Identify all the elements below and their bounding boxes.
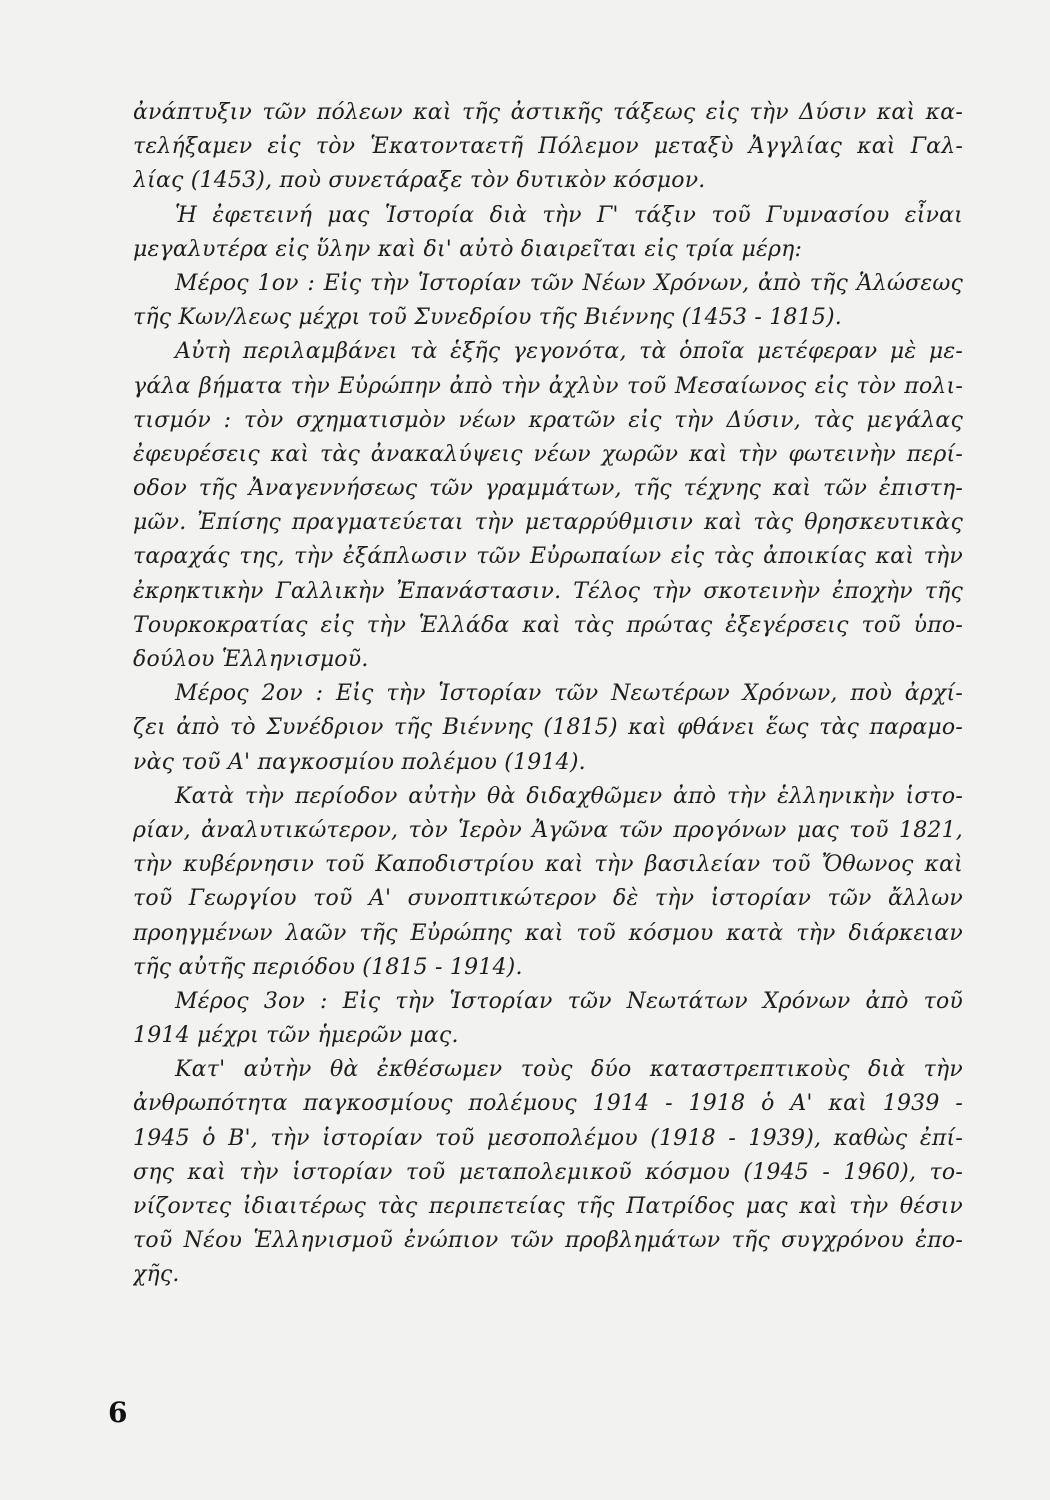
text-line: 1945 ὁ Β', τὴν ἱστορίαν τοῦ μεσοπολέμου (1918 - 1939), καθὼς ἐπί- bbox=[133, 1125, 963, 1151]
text-line: Μέρος 3ον : Εἰς τὴν Ἱστορίαν τῶν Νεωτάτων Χρόνων ἀπὸ τοῦ bbox=[175, 988, 963, 1014]
text-line: ἀνθρωπότητα παγκοσμίους πολέμους 1914 - 1918 ὁ Α' καὶ 1939 - bbox=[133, 1091, 963, 1117]
text-line: Ἡ ἐφετεινή μας Ἱστορία διὰ τὴν Γ' τάξιν τοῦ Γυμνασίου εἶναι bbox=[175, 202, 963, 228]
text-line: 1914 μέχρι τῶν ἡμερῶν μας. bbox=[133, 1023, 459, 1049]
page-body bbox=[133, 96, 963, 1293]
text-line: ρίαν, ἀναλυτικώτερον, τὸν Ἱερὸν Ἀγῶνα τῶν προγόνων μας τοῦ 1821, bbox=[133, 817, 963, 843]
text-line: Αὐτὴ περιλαμβάνει τὰ ἑξῆς γεγονότα, τὰ ὁποῖα μετέφεραν μὲ με- bbox=[175, 339, 963, 365]
text-line: γάλα βήματα τὴν Εὐρώπην ἀπὸ τὴν ἀχλὺν τοῦ Μεσαίωνος εἰς τὸν πολι- bbox=[133, 373, 963, 399]
text-line: οδον τῆς Ἀναγεννήσεως τῶν γραμμάτων, τῆς τέχνης καὶ τῶν ἐπιστη- bbox=[133, 476, 963, 502]
text-line: Τουρκοκρατίας εἰς τὴν Ἑλλάδα καὶ τὰς πρώτας ἐξεγέρσεις τοῦ ὑπο- bbox=[133, 612, 963, 638]
text-line: λίας (1453), ποὺ συνετάραξε τὸν δυτικὸν κόσμον. bbox=[133, 168, 706, 194]
text-line: Μέρος 2ον : Εἰς τὴν Ἱστορίαν τῶν Νεωτέρων Χρόνων, ποὺ ἀρχί- bbox=[175, 681, 963, 707]
text-line: μῶν. Ἐπίσης πραγματεύεται τὴν μεταρρύθμισιν καὶ τὰς θρησκευτικὰς bbox=[133, 510, 963, 536]
text-line: νὰς τοῦ Α' παγκοσμίου πολέμου (1914). bbox=[133, 749, 586, 775]
text-line: τὴν κυβέρνησιν τοῦ Καποδιστρίου καὶ τὴν βασιλείαν τοῦ Ὄθωνος καὶ bbox=[133, 852, 963, 878]
text-line: τισμόν : τὸν σχηματισμὸν νέων κρατῶν εἰς τὴν Δύσιν, τὰς μεγάλας bbox=[133, 407, 963, 433]
page-number: 6 bbox=[108, 1396, 128, 1429]
text-line: Μέρος 1ον : Εἰς τὴν Ἱστορίαν τῶν Νέων Χρόνων, ἀπὸ τῆς Ἁλώσεως bbox=[175, 270, 963, 296]
text-line: ζει ἀπὸ τὸ Συνέδριον τῆς Βιέννης (1815) καὶ φθάνει ἕως τὰς παραμο- bbox=[133, 715, 963, 741]
text-line: ἐφευρέσεις καὶ τὰς ἀνακαλύψεις νέων χωρῶν καὶ τὴν φωτεινὴν περί- bbox=[133, 441, 963, 467]
text-line: τῆς αὐτῆς περιόδου (1815 - 1914). bbox=[133, 954, 523, 980]
text-line: Κατ' αὐτὴν θὰ ἐκθέσωμεν τοὺς δύο καταστρεπτικοὺς διὰ τὴν bbox=[175, 1057, 963, 1083]
text-line: Κατὰ τὴν περίοδον αὐτὴν θὰ διδαχθῶμεν ἀπὸ τὴν ἑλληνικὴν ἱστο- bbox=[175, 783, 963, 809]
text-line: ἀνάπτυξιν τῶν πόλεων καὶ τῆς ἀστικῆς τάξεως εἰς τὴν Δύσιν καὶ κα- bbox=[133, 100, 963, 125]
text-line: μεγαλυτέρα εἰς ὕλην καὶ δι' αὐτὸ διαιρεῖται εἰς τρία μέρη: bbox=[133, 236, 803, 262]
text-line: σης καὶ τὴν ἱστορίαν τοῦ μεταπολεμικοῦ κόσμου (1945 - 1960), το- bbox=[133, 1159, 963, 1185]
text-line: ταραχάς της, τὴν ἐξάπλωσιν τῶν Εὐρωπαίων εἰς τὰς ἀποικίας καὶ τὴν bbox=[133, 544, 963, 570]
text-line: τελήξαμεν εἰς τὸν Ἑκατονταετῆ Πόλεμον μεταξὺ Ἀγγλίας καὶ Γαλ- bbox=[133, 134, 963, 160]
text-line: νίζοντες ἰδιαιτέρως τὰς περιπετείας τῆς Πατρίδος μας καὶ τὴν θέσιν bbox=[133, 1194, 963, 1219]
text-line: δούλου Ἑλληνισμοῦ. bbox=[133, 647, 369, 672]
text-line: ἐκρηκτικὴν Γαλλικὴν Ἐπανάστασιν. Τέλος τὴν σκοτεινὴν ἐποχὴν τῆς bbox=[133, 578, 963, 604]
text-line: τοῦ Νέου Ἑλληνισμοῦ ἐνώπιον τῶν προβλημάτων τῆς συγχρόνου ἐπο- bbox=[133, 1228, 963, 1254]
text-line: προηγμένων λαῶν τῆς Εὐρώπης καὶ τοῦ κόσμου κατὰ τὴν διάρκειαν bbox=[133, 920, 963, 946]
text-line: τοῦ Γεωργίου τοῦ Α' συνοπτικώτερον δὲ τὴν ἱστορίαν τῶν ἄλλων bbox=[133, 886, 963, 912]
text-line: χῆς. bbox=[133, 1262, 180, 1288]
text-line: τῆς Κων/λεως μέχρι τοῦ Συνεδρίου τῆς Βιέννης (1453 - 1815). bbox=[133, 305, 842, 331]
